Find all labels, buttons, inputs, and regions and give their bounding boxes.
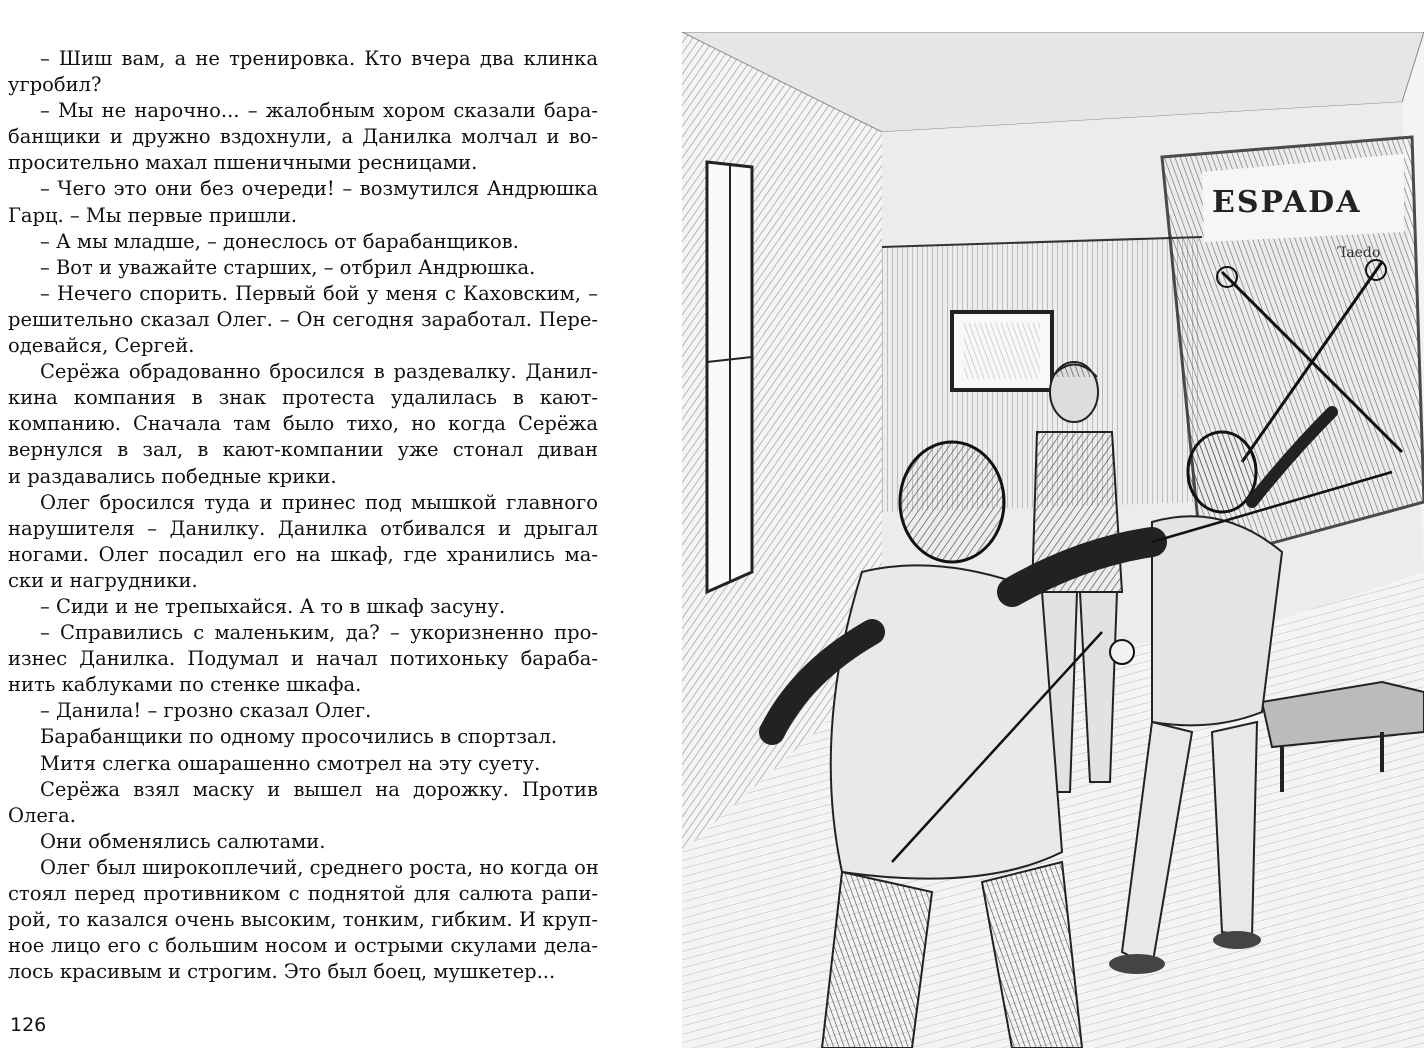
text-line: – Сиди и не трепыхайся. А то в шкаф засуну. [40, 594, 506, 618]
text-line: рой, то казался очень высоким, тонким, гибким. И круп- [8, 908, 598, 932]
text-line: Барабанщики по одному просочились в спортзал. [40, 725, 558, 749]
text-line: Гарц. – Мы первые пришли. [8, 203, 298, 227]
text-line: вернулся в зал, в кают-компании уже стонал диван [8, 438, 598, 462]
text-line: решительно сказал Олег. – Он сегодня заработал. Пере- [8, 307, 598, 331]
text-line: ски и нагрудники. [8, 568, 198, 592]
text-line: угробил? [8, 73, 102, 97]
text-line: Олег был широкоплечий, среднего роста, но когда он [40, 855, 599, 879]
text-line: ное лицо его с большим носом и острыми скулами дела- [8, 934, 598, 958]
text-line: – Нечего спорить. Первый бой у меня с Каховским, – [40, 281, 598, 305]
text-line: – Шиш вам, а не тренировка. Кто вчера два клинка [40, 47, 598, 70]
text-line: лось красивым и строгим. Это был боец, мушкетер... [8, 960, 556, 984]
text-line: – Данила! – грозно сказал Олег. [40, 699, 372, 723]
text-line: Олега. [8, 803, 76, 827]
blade-guard [1110, 640, 1134, 664]
text-line: нить каблуками по стенке шкафа. [8, 673, 362, 697]
page-number: 126 [10, 1014, 47, 1036]
text-line: просительно махал пшеничными ресницами. [8, 151, 478, 175]
left-page [0, 0, 680, 1051]
text-line: – Вот и уважайте старших, – отбрил Андрюшка. [40, 255, 536, 279]
fencing-illustration [682, 32, 1424, 1048]
text-line: Олег бросился туда и принес под мышкой главного [40, 490, 598, 514]
text-line: одевайся, Сергей. [8, 334, 195, 358]
text-line: Серёжа обрадованно бросился в раздевалку. Данил- [40, 360, 598, 384]
text-line: компанию. Сначала там было тихо, но когда Серёжа [8, 412, 598, 436]
text-line: и раздавались победные крики. [8, 464, 337, 488]
text-line: Они обменялись салютами. [40, 829, 326, 853]
text-line: кина компания в знак протеста удалилась в кают- [8, 386, 598, 410]
text-line: нарушителя – Данилку. Данилка отбивался и дрыгал [8, 516, 598, 540]
text-line: ногами. Олег посадил его на шкаф, где хранились ма- [8, 542, 598, 566]
text-line: стоял перед противником с поднятой для салюта рапи- [8, 882, 598, 905]
poster-subtitle: Ꞁaedo [1337, 245, 1381, 261]
text-line: – А мы младше, – донеслось от барабанщиков. [40, 229, 519, 253]
text-block [8, 46, 598, 985]
poster-title: ESPADA [1212, 185, 1362, 220]
text-line: – Мы не нарочно... – жалобным хором сказали бара- [40, 99, 598, 123]
text-line: Серёжа взял маску и вышел на дорожку. Против [40, 777, 598, 801]
text-line: – Справились с маленьким, да? – укоризненно про- [40, 621, 598, 645]
text-line: банщики и дружно вздохнули, а Данилка молчал и во- [8, 125, 598, 149]
text-line: – Чего это они без очереди! – возмутился Андрюшка [40, 177, 598, 201]
text-line: Митя слегка ошарашенно смотрел на эту суету. [40, 751, 541, 775]
text-line: изнес Данилка. Подумал и начал потихоньку бараба- [8, 647, 598, 671]
